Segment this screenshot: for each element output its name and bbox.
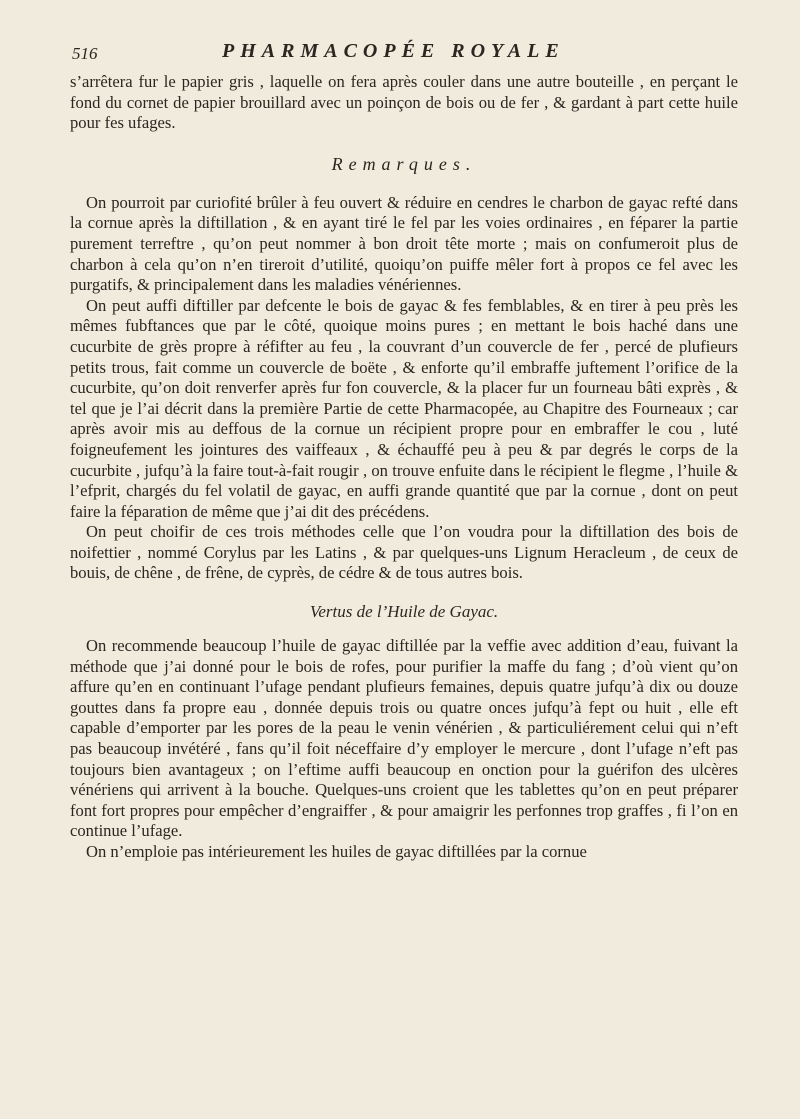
paragraph-remarques-2: On peut auffi diftiller par defcente le bois de gayac & fes femblables, & en tirer à peu près les mêmes fubftances que par le côté, quoique moins pures ; en mettant le bois haché dans une cucurbite de grès propre à réfifter au feu , la couvrant d’un couvercle de fer , percé de plufieurs petits trous, fait comme un couvercle de boëte , & enforte qu’il embraffe juftement l’orifice de la cucurbite, qu’on doit renverfer après fur fon couvercle, & la placer fur un fourneau bâti exprès , & tel que je l’ai décrit dans la première Partie de cette Pharmacopée, au Chapitre des Fourneaux ; car après avoir mis au deffous de la cornue un récipient propre pour en embraffer le cou , luté foigneufement les jointures des vaiffeaux , & échauffé peu à peu & par degrés le corps de la cucurbite , jufqu’à la faire tout-à-fait rougir , on trouve enfuite dans le récipient le flegme , l’huile & l’efprit, chargés du fel volatil de gayac, en auffi grande quantité que par la cornue , dont on peut faire la féparation de même que j’ai dit des précédens.: [70, 295, 738, 521]
paragraph-vertus-2: On n’emploie pas intérieurement les huiles de gayac diftillées par la cornue: [86, 842, 587, 861]
paragraph-remarques-1: On pourroit par curiofité brûler à feu ouvert & réduire en cendres le charbon de gayac refté dans la cornue après la diftillation , & en ayant tiré le fel par les voies ordinaires , en féparer la partie purement terreftre , qu’on peut nommer à bon droit tête morte ; mais on confumeroit plus de charbon à cela qu’on n’en tireroit d’utilité, quoiqu’on puiffe mêler fort à propos ce fel avec les purgatifs, & principalement dans les maladies vénériennes.: [70, 192, 738, 295]
paragraph-intro: s’arrêtera fur le papier gris , laquelle on fera après couler dans une autre bouteille , en perçant le fond du cornet de papier brouillard avec un poinçon de bois ou de fer , & gardant à part cette huile pour fes ufages.: [70, 72, 738, 133]
book-page: [70, 38, 738, 1108]
vertus-heading: Vertus de l’Huile de Gayac.: [309, 602, 499, 622]
paragraph-remarques-3: On peut choifir de ces trois méthodes celle que l’on voudra pour la diftillation des bois de noifettier , nommé Corylus par les Latins , & par quelques-uns Lignum Heracleum , de ceux de bouis, de chêne , de frêne, de cyprès, de cédre & de tous autres bois.: [70, 522, 738, 583]
running-title: PHARMACOPÉE ROYALE: [222, 40, 565, 62]
page-header: [70, 38, 738, 66]
page-body: [70, 72, 738, 863]
paragraph-vertus-1: On recommende beaucoup l’huile de gayac diftillée par la veffie avec addition d’eau, fuivant la méthode que j’ai donné pour le bois de rofes, pour purifier la maffe du fang ; d’où vient qu’on affure qu’en en continuant l’ufage pendant plufieurs femaines, depuis quatre jufqu’à dix ou douze gouttes dans fa propre eau , donnée depuis trois ou quatre onces jufqu’à fept ou huit , elle eft capable d’emporter par les pores de la peau le venin vénérien , & particuliérement celui qui n’eft pas beaucoup invétéré , fans qu’il foit néceffaire d’y employer le mercure , dont l’ufage n’eft pas toujours bien avantageux ; on l’eftime auffi beaucoup en onction pour la guérifon des ulcères vénériens qui arrivent à la bouche. Quelques-uns croient que les tablettes qu’on en peut préparer font fort propres pour empêcher d’engraiffer , & pour amaigrir les perfonnes trop graffes , fi l’on en continue l’ufage.: [70, 636, 738, 841]
page-number: 516: [72, 44, 98, 63]
remarques-heading: Remarques.: [331, 153, 477, 174]
